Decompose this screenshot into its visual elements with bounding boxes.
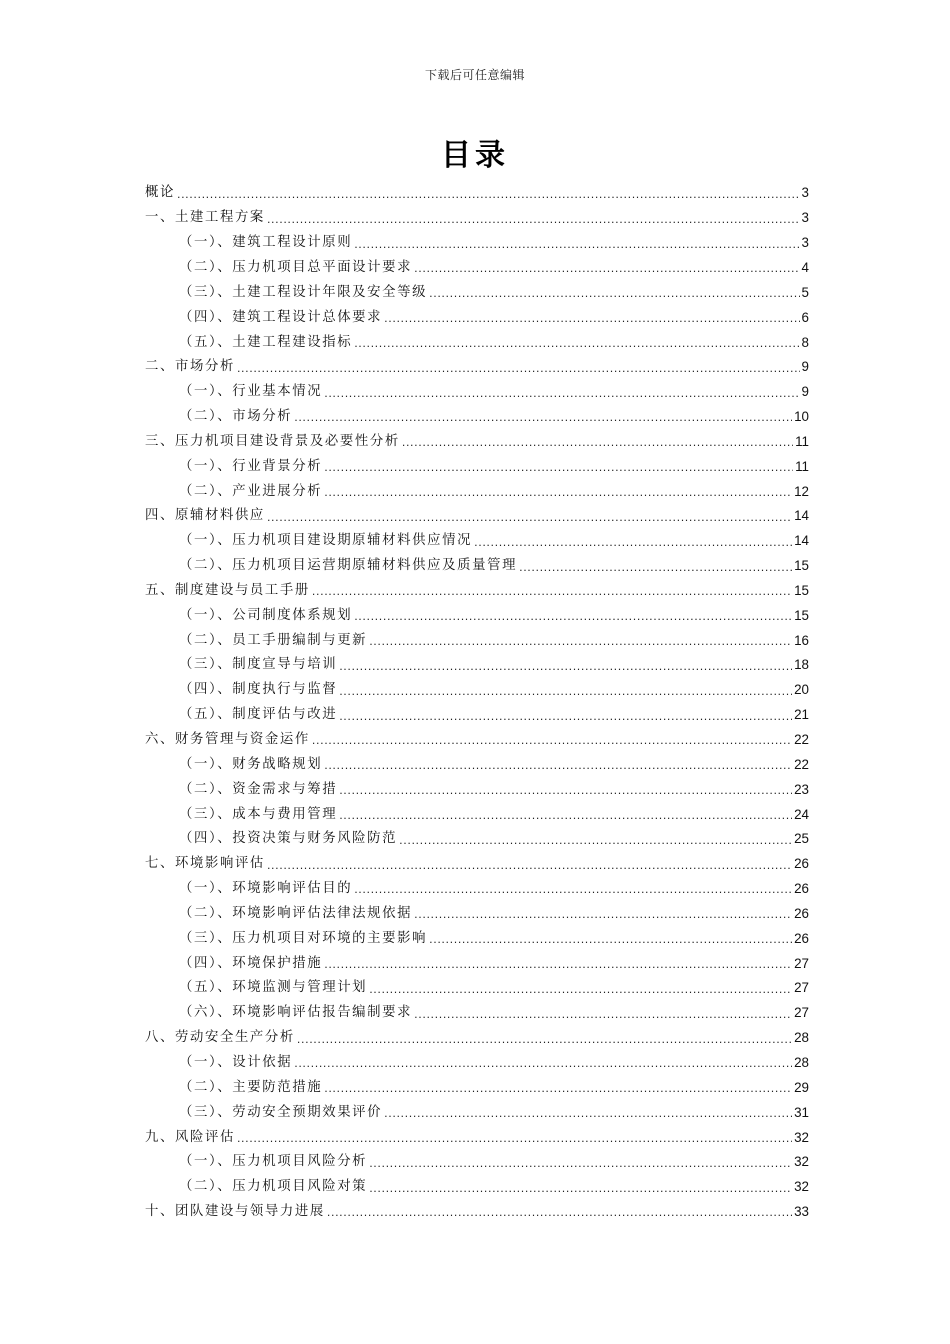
toc-entry-page-number: 23 — [794, 781, 809, 797]
toc-entry[interactable] — [145, 1120, 809, 1145]
toc-entry[interactable] — [145, 300, 809, 325]
toc-leader-dots — [267, 860, 792, 872]
toc-entry[interactable] — [145, 201, 809, 226]
toc-entry-page-number: 15 — [794, 607, 809, 623]
toc-entry-page-number: 16 — [794, 632, 809, 648]
toc-entry[interactable] — [145, 574, 809, 599]
toc-leader-dots — [267, 512, 792, 524]
toc-leader-dots — [327, 1207, 792, 1219]
toc-entry[interactable] — [145, 499, 809, 524]
toc-entry-label: （三）、成本与费用管理 — [179, 806, 338, 822]
table-of-contents — [145, 176, 809, 1219]
toc-entry-page-number: 21 — [794, 707, 809, 723]
toc-entry[interactable] — [145, 400, 809, 425]
header-note: 下载后可任意编辑 — [424, 68, 525, 82]
toc-leader-dots — [414, 909, 792, 921]
toc-entry-page-number: 3 — [801, 235, 809, 251]
toc-entry-label: （一）、行业基本情况 — [179, 384, 323, 400]
toc-entry[interactable] — [145, 1046, 809, 1071]
toc-entry[interactable] — [145, 623, 809, 648]
toc-leader-dots — [324, 462, 793, 474]
toc-entry-label: （二）、产业进展分析 — [179, 483, 323, 499]
toc-entry-page-number: 27 — [794, 980, 809, 996]
toc-entry[interactable] — [145, 971, 809, 996]
toc-entry-label: （一）、环境影响评估目的 — [179, 881, 353, 897]
toc-entry-label: 七、环境影响评估 — [145, 856, 265, 872]
toc-entry-label: （三）、土建工程设计年限及安全等级 — [179, 284, 428, 300]
toc-entry-page-number: 4 — [801, 259, 809, 275]
toc-entry-label: 三、压力机项目建设背景及必要性分析 — [145, 433, 400, 449]
toc-entry-label: 四、原辅材料供应 — [145, 508, 265, 524]
toc-entry-page-number: 26 — [794, 881, 809, 897]
toc-leader-dots — [237, 1133, 792, 1145]
toc-entry-label: （二）、压力机项目总平面设计要求 — [179, 259, 413, 275]
toc-entry[interactable] — [145, 946, 809, 971]
toc-leader-dots — [399, 835, 792, 847]
toc-entry[interactable] — [145, 896, 809, 921]
toc-leader-dots — [474, 537, 792, 549]
toc-entry-page-number: 10 — [794, 409, 809, 425]
toc-entry[interactable] — [145, 549, 809, 574]
toc-leader-dots — [369, 1158, 792, 1170]
toc-leader-dots — [312, 735, 792, 747]
toc-leader-dots — [339, 810, 792, 822]
toc-entry-label: （二）、资金需求与筹措 — [179, 781, 338, 797]
toc-leader-dots — [429, 934, 792, 946]
toc-entry-page-number: 8 — [801, 334, 809, 350]
toc-entry-page-number: 27 — [794, 1005, 809, 1021]
toc-entry[interactable] — [145, 723, 809, 748]
toc-entry-label: （二）、环境影响评估法律法规依据 — [179, 905, 413, 921]
toc-entry-label: （四）、制度执行与监督 — [179, 682, 338, 698]
toc-entry-page-number: 15 — [794, 582, 809, 598]
toc-entry-page-number: 11 — [795, 433, 809, 449]
toc-entry-label: （一）、财务战略规划 — [179, 756, 323, 772]
toc-entry-label: 五、制度建设与员工手册 — [145, 582, 310, 598]
toc-leader-dots — [297, 1034, 792, 1046]
toc-entry[interactable] — [145, 226, 809, 251]
toc-leader-dots — [324, 487, 792, 499]
toc-entry-label: （五）、土建工程建设指标 — [179, 334, 353, 350]
toc-leader-dots — [339, 661, 792, 673]
toc-entry[interactable] — [145, 797, 809, 822]
toc-entry-page-number: 26 — [794, 930, 809, 946]
toc-entry[interactable] — [145, 1145, 809, 1170]
toc-entry-label: （二）、市场分析 — [179, 409, 293, 425]
toc-entry[interactable] — [145, 350, 809, 375]
toc-leader-dots — [339, 711, 792, 723]
toc-leader-dots — [429, 288, 799, 300]
toc-entry-label: （二）、员工手册编制与更新 — [179, 632, 368, 648]
toc-leader-dots — [294, 412, 792, 424]
toc-entry[interactable] — [145, 772, 809, 797]
toc-entry[interactable] — [145, 176, 809, 201]
toc-entry[interactable] — [145, 1195, 809, 1220]
toc-entry-label: （二）、主要防范措施 — [179, 1079, 323, 1095]
toc-entry-page-number: 22 — [794, 732, 809, 747]
toc-leader-dots — [519, 562, 792, 574]
toc-entry-label: （五）、环境监测与管理计划 — [179, 980, 368, 996]
toc-entry[interactable] — [145, 747, 809, 772]
toc-leader-dots — [324, 388, 799, 400]
toc-entry-page-number: 14 — [794, 508, 809, 524]
toc-entry-label: 九、风险评估 — [145, 1129, 235, 1145]
toc-leader-dots — [324, 1083, 792, 1095]
toc-entry-label: 一、土建工程方案 — [145, 210, 265, 226]
toc-entry-page-number: 24 — [794, 806, 809, 822]
toc-leader-dots — [237, 363, 800, 375]
toc-leader-dots — [369, 1183, 792, 1195]
toc-entry-page-number: 28 — [794, 1030, 809, 1046]
toc-entry[interactable] — [145, 325, 809, 350]
toc-entry-page-number: 14 — [794, 533, 809, 549]
toc-leader-dots — [339, 785, 792, 797]
toc-entry[interactable] — [145, 275, 809, 300]
toc-entry-label: 二、市场分析 — [145, 359, 235, 375]
toc-entry[interactable] — [145, 449, 809, 474]
toc-leader-dots — [369, 636, 792, 648]
toc-leader-dots — [402, 437, 793, 449]
toc-leader-dots — [294, 1058, 792, 1070]
toc-entry-label: （一）、公司制度体系规划 — [179, 607, 353, 623]
toc-entry-label: （一）、建筑工程设计原则 — [179, 235, 353, 251]
toc-entry-label: （一）、压力机项目建设期原辅材料供应情况 — [179, 533, 473, 549]
toc-leader-dots — [324, 959, 792, 971]
toc-entry-page-number: 11 — [795, 458, 809, 474]
toc-entry[interactable] — [145, 1070, 809, 1095]
toc-entry[interactable] — [145, 648, 809, 673]
toc-entry-label: （四）、建筑工程设计总体要求 — [179, 309, 383, 325]
toc-entry-label: （一）、行业背景分析 — [179, 458, 323, 474]
toc-leader-dots — [369, 984, 792, 996]
toc-leader-dots — [354, 239, 799, 251]
toc-entry[interactable] — [145, 822, 809, 847]
toc-leader-dots — [384, 313, 799, 325]
toc-entry-label: （三）、压力机项目对环境的主要影响 — [179, 930, 428, 946]
toc-entry-label: （二）、压力机项目风险对策 — [179, 1179, 368, 1195]
toc-entry-page-number: 28 — [794, 1054, 809, 1070]
toc-entry[interactable] — [145, 598, 809, 623]
toc-entry-page-number: 26 — [794, 856, 809, 872]
toc-leader-dots — [354, 884, 792, 896]
toc-entry[interactable] — [145, 698, 809, 723]
toc-entry[interactable] — [145, 424, 809, 449]
toc-entry-label: （一）、压力机项目风险分析 — [179, 1154, 368, 1170]
toc-entry-label: （二）、压力机项目运营期原辅材料供应及质量管理 — [179, 558, 518, 574]
toc-leader-dots — [354, 338, 799, 350]
toc-entry-page-number: 18 — [794, 657, 809, 673]
toc-entry-page-number: 29 — [794, 1079, 809, 1095]
toc-leader-dots — [267, 214, 800, 226]
toc-entry-label: 十、团队建设与领导力进展 — [145, 1204, 325, 1220]
toc-entry-page-number: 9 — [801, 384, 809, 400]
toc-entry-label: （四）、环境保护措施 — [179, 955, 323, 971]
toc-entry-page-number: 25 — [794, 831, 809, 847]
toc-entry[interactable] — [145, 921, 809, 946]
toc-entry[interactable] — [145, 375, 809, 400]
toc-entry-label: 六、财务管理与资金运作 — [145, 732, 310, 747]
toc-entry-page-number: 22 — [794, 756, 809, 772]
toc-leader-dots — [384, 1108, 792, 1120]
toc-entry[interactable] — [145, 524, 809, 549]
toc-entry-page-number: 33 — [794, 1204, 809, 1220]
toc-entry[interactable] — [145, 251, 809, 276]
toc-entry-label: （四）、投资决策与财务风险防范 — [179, 831, 398, 847]
toc-leader-dots — [414, 1009, 792, 1021]
toc-entry-label: （三）、制度宣导与培训 — [179, 657, 338, 673]
page-title: 目录 — [441, 138, 509, 173]
toc-entry[interactable] — [145, 1170, 809, 1195]
toc-entry-page-number: 9 — [801, 359, 809, 375]
toc-leader-dots — [324, 760, 792, 772]
toc-entry-page-number: 12 — [794, 483, 809, 499]
toc-entry[interactable] — [145, 872, 809, 897]
toc-entry[interactable] — [145, 847, 809, 872]
toc-entry-page-number: 6 — [801, 309, 809, 325]
toc-entry-page-number: 26 — [794, 905, 809, 921]
toc-leader-dots — [354, 611, 792, 623]
toc-leader-dots — [177, 189, 800, 201]
toc-entry-page-number: 3 — [801, 210, 809, 226]
toc-entry-label: （六）、环境影响评估报告编制要求 — [179, 1005, 413, 1021]
toc-entry[interactable] — [145, 1095, 809, 1120]
toc-entry-page-number: 5 — [801, 284, 809, 300]
toc-entry[interactable] — [145, 996, 809, 1021]
toc-entry[interactable] — [145, 474, 809, 499]
toc-entry-page-number: 3 — [801, 185, 809, 201]
toc-entry-page-number: 32 — [794, 1179, 809, 1195]
toc-leader-dots — [339, 686, 792, 698]
toc-entry-page-number: 20 — [794, 682, 809, 698]
toc-entry-label: 概论 — [145, 185, 175, 201]
toc-entry-label: 八、劳动安全生产分析 — [145, 1030, 295, 1046]
toc-leader-dots — [414, 263, 799, 275]
toc-entry-label: （三）、劳动安全预期效果评价 — [179, 1104, 383, 1120]
toc-entry-page-number: 32 — [794, 1154, 809, 1170]
toc-entry-page-number: 15 — [794, 558, 809, 574]
toc-entry-label: （五）、制度评估与改进 — [179, 707, 338, 723]
toc-entry-page-number: 32 — [794, 1129, 809, 1145]
toc-entry-page-number: 31 — [794, 1104, 809, 1120]
toc-entry[interactable] — [145, 1021, 809, 1046]
toc-entry-page-number: 27 — [794, 955, 809, 971]
toc-leader-dots — [312, 586, 792, 598]
toc-entry[interactable] — [145, 673, 809, 698]
toc-entry-label: （一）、设计依据 — [179, 1054, 293, 1070]
